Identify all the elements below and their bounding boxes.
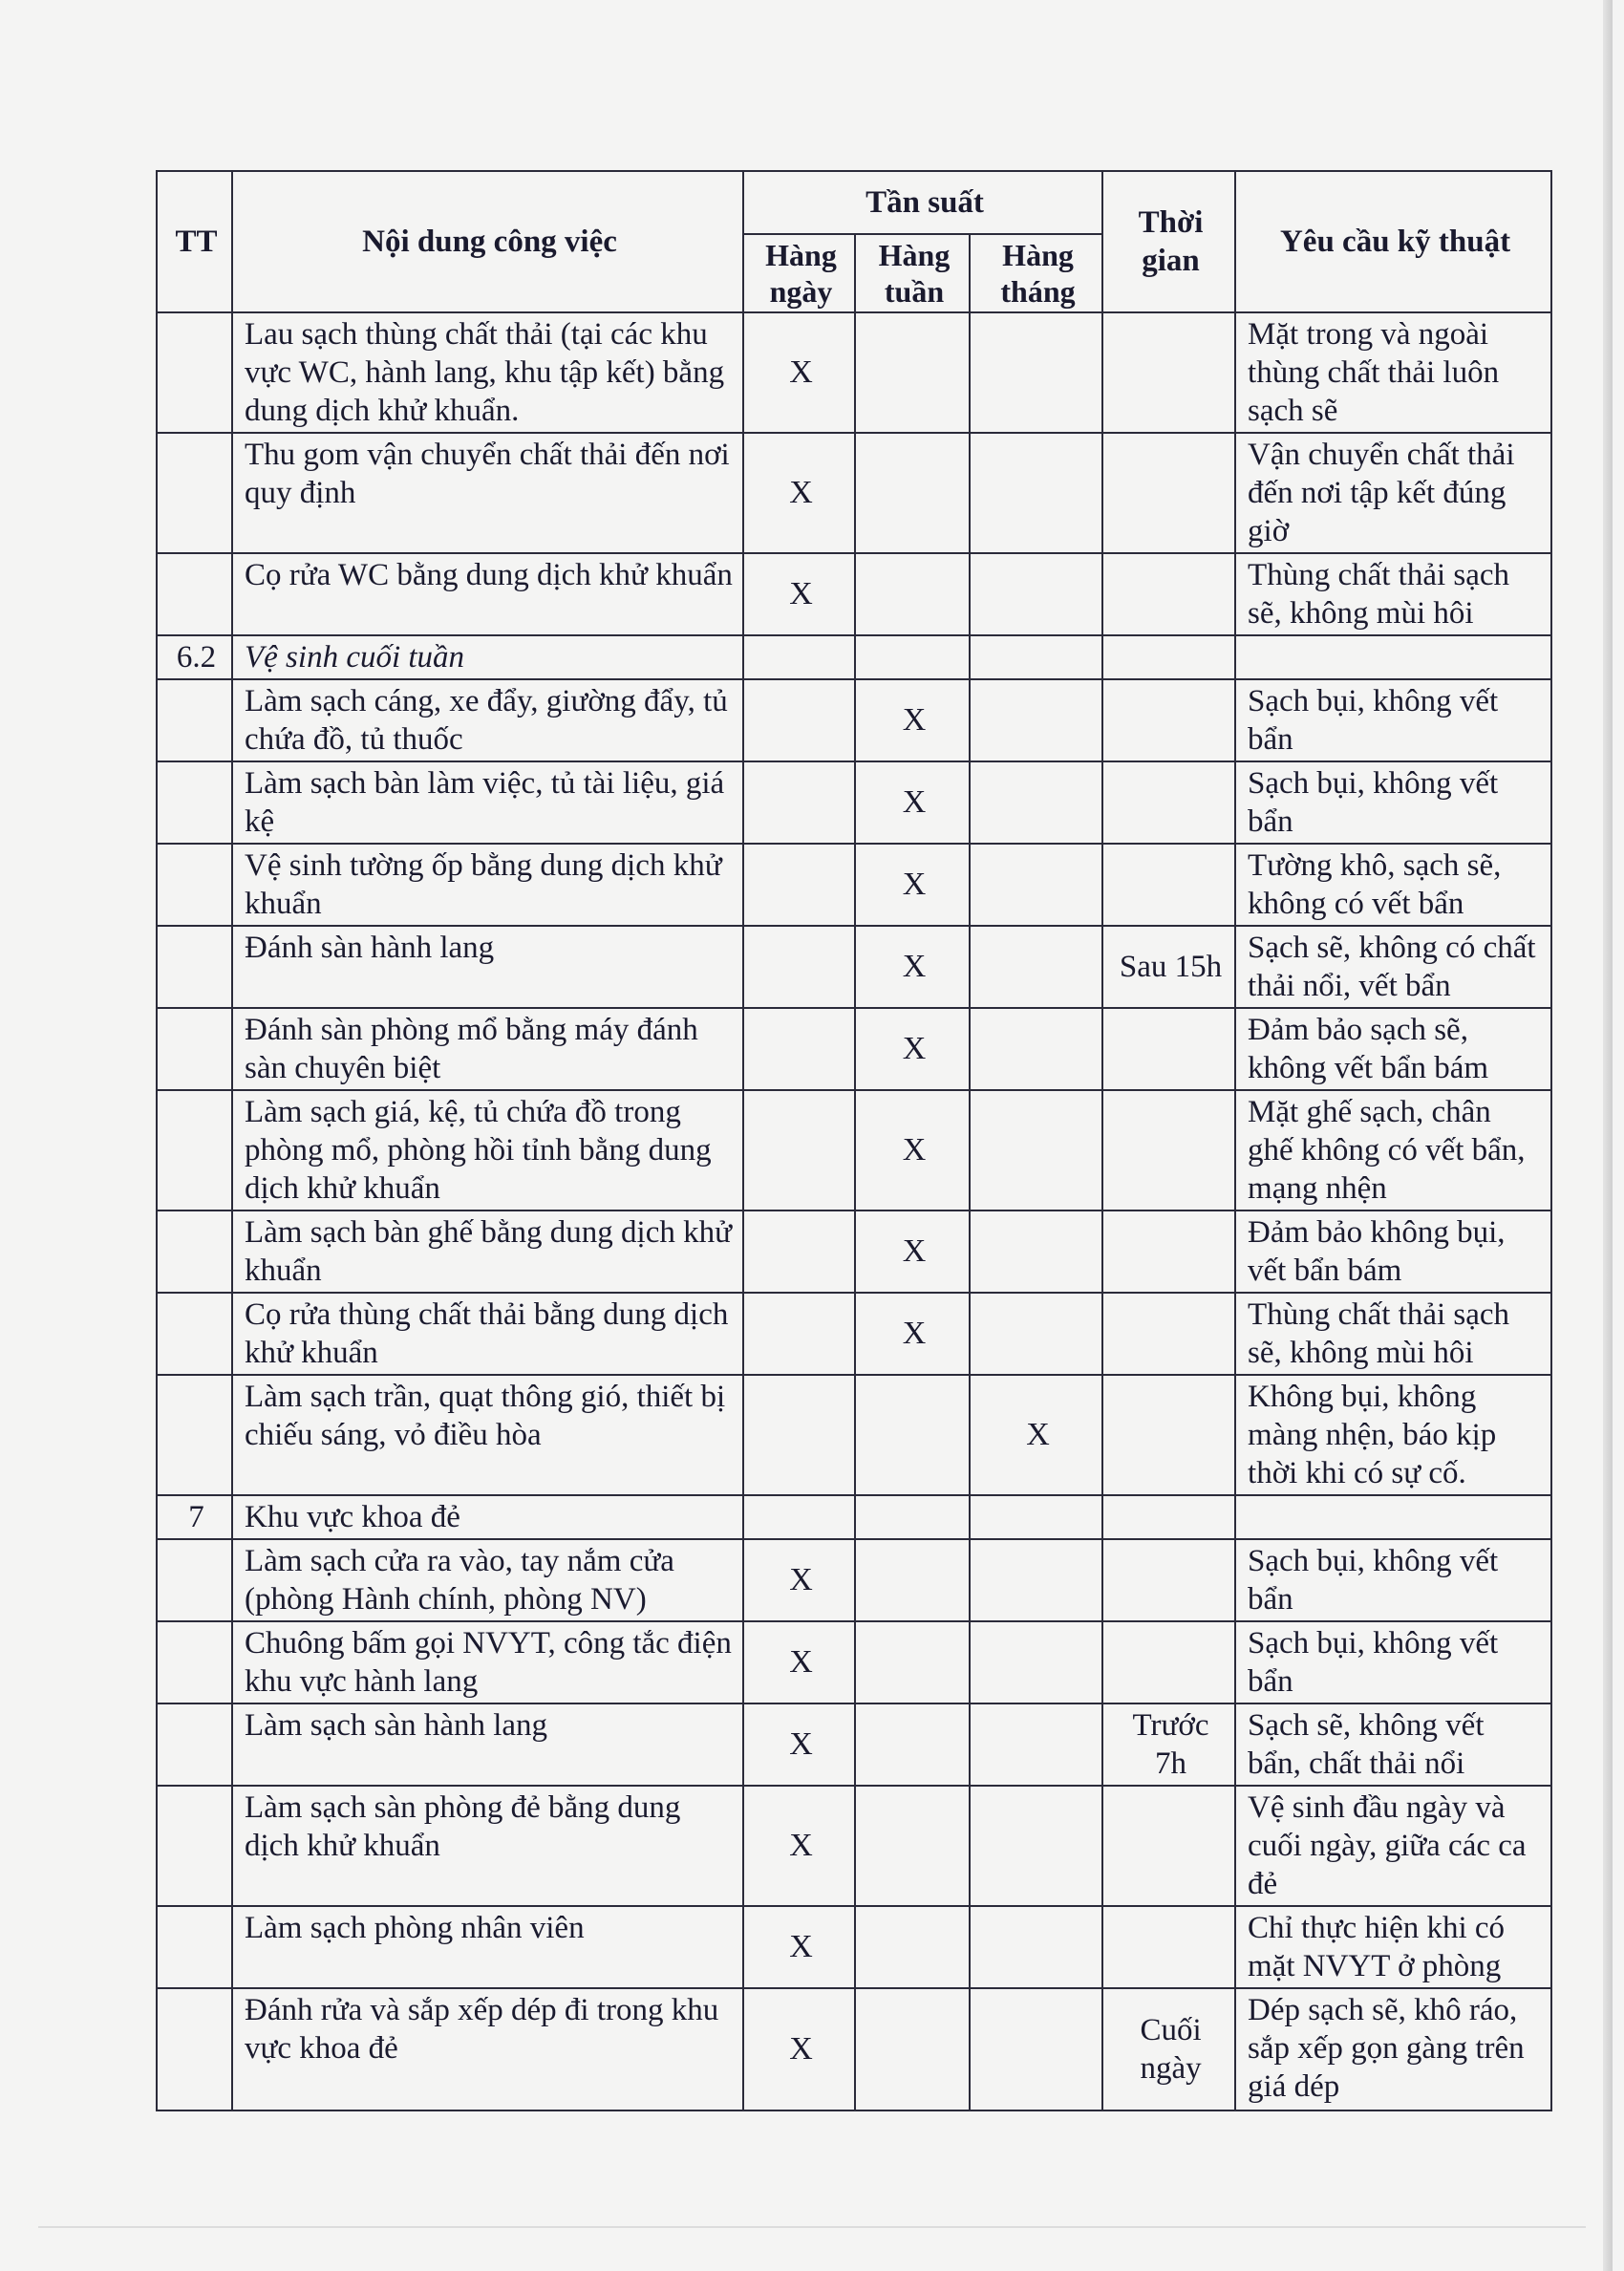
- row-task: Khu vực khoa đẻ: [232, 1495, 743, 1539]
- row-monthly-mark: [970, 1988, 1102, 2110]
- row-monthly-mark: [970, 1906, 1102, 1988]
- row-monthly-mark: [970, 1210, 1102, 1293]
- row-time: [1102, 1621, 1235, 1703]
- row-monthly-mark: [970, 1703, 1102, 1786]
- row-number: [157, 1621, 232, 1703]
- row-daily-mark: [743, 844, 855, 926]
- row-weekly-mark: [855, 433, 970, 553]
- row-weekly-mark: [855, 1621, 970, 1703]
- row-daily-mark: X: [743, 553, 855, 635]
- row-weekly-mark: X: [855, 1090, 970, 1210]
- row-time: [1102, 1008, 1235, 1090]
- row-number: [157, 1988, 232, 2110]
- row-number: [157, 1786, 232, 1906]
- row-daily-mark: X: [743, 1988, 855, 2110]
- row-daily-mark: X: [743, 1703, 855, 1786]
- row-number: [157, 553, 232, 635]
- row-task: Cọ rửa thùng chất thải bằng dung dịch khử khuẩn: [232, 1293, 743, 1375]
- table-row: [157, 679, 1551, 761]
- table-row: [157, 1988, 1551, 2110]
- row-monthly-mark: [970, 312, 1102, 433]
- table-row: [157, 1293, 1551, 1375]
- row-requirement: Đảm bảo sạch sẽ, không vết bẩn bám: [1235, 1008, 1551, 1090]
- row-weekly-mark: [855, 1786, 970, 1906]
- table-row: [157, 1539, 1551, 1621]
- row-number: 6.2: [157, 635, 232, 679]
- row-requirement: Vệ sinh đầu ngày và cuối ngày, giữa các ca đẻ: [1235, 1786, 1551, 1906]
- row-task: Làm sạch bàn làm việc, tủ tài liệu, giá kệ: [232, 761, 743, 844]
- row-time: [1102, 844, 1235, 926]
- row-weekly-mark: X: [855, 1293, 970, 1375]
- row-time: [1102, 635, 1235, 679]
- row-daily-mark: [743, 1008, 855, 1090]
- row-time: [1102, 1906, 1235, 1988]
- table-row: [157, 1375, 1551, 1495]
- row-time: [1102, 1375, 1235, 1495]
- row-time: [1102, 1090, 1235, 1210]
- row-number: [157, 1090, 232, 1210]
- table-row: [157, 553, 1551, 635]
- row-weekly-mark: [855, 1703, 970, 1786]
- document-page: [156, 170, 1550, 2111]
- row-task: Chuông bấm gọi NVYT, công tắc điện khu vực hành lang: [232, 1621, 743, 1703]
- table-row: [157, 1495, 1551, 1539]
- row-monthly-mark: [970, 844, 1102, 926]
- row-monthly-mark: [970, 635, 1102, 679]
- row-weekly-mark: [855, 1539, 970, 1621]
- row-time: [1102, 1786, 1235, 1906]
- row-daily-mark: X: [743, 1539, 855, 1621]
- row-requirement: Thùng chất thải sạch sẽ, không mùi hôi: [1235, 1293, 1551, 1375]
- table-row: [157, 1090, 1551, 1210]
- header-time: Thời gian: [1102, 171, 1235, 312]
- row-weekly-mark: X: [855, 1210, 970, 1293]
- row-number: [157, 926, 232, 1008]
- table-row: [157, 635, 1551, 679]
- row-weekly-mark: [855, 1495, 970, 1539]
- row-monthly-mark: [970, 1786, 1102, 1906]
- row-task: Làm sạch sàn phòng đẻ bằng dung dịch khử khuẩn: [232, 1786, 743, 1906]
- row-number: [157, 1703, 232, 1786]
- table-row: [157, 761, 1551, 844]
- scan-bottom-line: [38, 2226, 1586, 2228]
- row-number: [157, 1906, 232, 1988]
- row-time: Trước 7h: [1102, 1703, 1235, 1786]
- header-monthly: Hàng tháng: [970, 234, 1102, 312]
- row-number: 7: [157, 1495, 232, 1539]
- row-weekly-mark: X: [855, 844, 970, 926]
- row-number: [157, 1375, 232, 1495]
- row-monthly-mark: [970, 1293, 1102, 1375]
- row-task: Thu gom vận chuyển chất thải đến nơi quy định: [232, 433, 743, 553]
- row-number: [157, 1008, 232, 1090]
- row-time: [1102, 1539, 1235, 1621]
- row-monthly-mark: [970, 926, 1102, 1008]
- row-daily-mark: X: [743, 1906, 855, 1988]
- row-requirement: Không bụi, không màng nhện, báo kịp thời khi có sự cố.: [1235, 1375, 1551, 1495]
- table-row: [157, 844, 1551, 926]
- row-requirement: Tường khô, sạch sẽ, không có vết bẩn: [1235, 844, 1551, 926]
- row-daily-mark: [743, 635, 855, 679]
- header-daily: Hàng ngày: [743, 234, 855, 312]
- row-time: [1102, 1210, 1235, 1293]
- row-task: Cọ rửa WC bằng dung dịch khử khuẩn: [232, 553, 743, 635]
- row-monthly-mark: [970, 1621, 1102, 1703]
- header-row-top: [157, 171, 1551, 234]
- row-requirement: Sạch sẽ, không có chất thải nổi, vết bẩn: [1235, 926, 1551, 1008]
- row-time: [1102, 1495, 1235, 1539]
- row-requirement: Sạch bụi, không vết bẩn: [1235, 761, 1551, 844]
- row-time: Sau 15h: [1102, 926, 1235, 1008]
- row-requirement: Mặt trong và ngoài thùng chất thải luôn sạch sẽ: [1235, 312, 1551, 433]
- row-daily-mark: X: [743, 1786, 855, 1906]
- row-time: [1102, 433, 1235, 553]
- row-daily-mark: [743, 1293, 855, 1375]
- row-requirement: Dép sạch sẽ, khô ráo, sắp xếp gọn gàng trên giá dép: [1235, 1988, 1551, 2110]
- row-monthly-mark: [970, 553, 1102, 635]
- row-daily-mark: [743, 1495, 855, 1539]
- row-task: Làm sạch cửa ra vào, tay nắm cửa (phòng Hành chính, phòng NV): [232, 1539, 743, 1621]
- header-requirement: Yêu cầu kỹ thuật: [1235, 171, 1551, 312]
- table-row: [157, 1786, 1551, 1906]
- row-requirement: Sạch bụi, không vết bẩn: [1235, 1621, 1551, 1703]
- row-monthly-mark: [970, 1090, 1102, 1210]
- row-task: Đánh sàn phòng mổ bằng máy đánh sàn chuyên biệt: [232, 1008, 743, 1090]
- row-number: [157, 1293, 232, 1375]
- row-monthly-mark: [970, 1539, 1102, 1621]
- header-weekly: Hàng tuần: [855, 234, 970, 312]
- row-requirement: Sạch sẽ, không vết bẩn, chất thải nổi: [1235, 1703, 1551, 1786]
- row-time: [1102, 679, 1235, 761]
- row-task: Làm sạch phòng nhân viên: [232, 1906, 743, 1988]
- row-monthly-mark: [970, 1495, 1102, 1539]
- table-body: [157, 312, 1551, 2110]
- row-requirement: Sạch bụi, không vết bẩn: [1235, 1539, 1551, 1621]
- table-row: [157, 1703, 1551, 1786]
- row-daily-mark: [743, 679, 855, 761]
- row-requirement: Vận chuyển chất thải đến nơi tập kết đúng giờ: [1235, 433, 1551, 553]
- row-task: Lau sạch thùng chất thải (tại các khu vực WC, hành lang, khu tập kết) bằng dung dịch khử khuẩn.: [232, 312, 743, 433]
- table-row: [157, 1210, 1551, 1293]
- row-task: Làm sạch trần, quạt thông gió, thiết bị chiếu sáng, vỏ điều hòa: [232, 1375, 743, 1495]
- row-requirement: Chỉ thực hiện khi có mặt NVYT ở phòng: [1235, 1906, 1551, 1988]
- table-row: [157, 1906, 1551, 1988]
- row-task: Làm sạch giá, kệ, tủ chứa đồ trong phòng mổ, phòng hồi tỉnh bằng dung dịch khử khuẩn: [232, 1090, 743, 1210]
- row-time: [1102, 761, 1235, 844]
- row-requirement: Sạch bụi, không vết bẩn: [1235, 679, 1551, 761]
- row-weekly-mark: X: [855, 926, 970, 1008]
- row-weekly-mark: [855, 553, 970, 635]
- table-row: [157, 926, 1551, 1008]
- row-daily-mark: [743, 1375, 855, 1495]
- row-daily-mark: X: [743, 1621, 855, 1703]
- row-monthly-mark: [970, 679, 1102, 761]
- row-number: [157, 433, 232, 553]
- row-daily-mark: X: [743, 312, 855, 433]
- row-daily-mark: [743, 926, 855, 1008]
- row-number: [157, 1539, 232, 1621]
- row-weekly-mark: [855, 635, 970, 679]
- row-task: Đánh sàn hành lang: [232, 926, 743, 1008]
- row-daily-mark: X: [743, 433, 855, 553]
- row-time: [1102, 553, 1235, 635]
- table-row: [157, 1008, 1551, 1090]
- row-task: Làm sạch cáng, xe đẩy, giường đẩy, tủ chứa đồ, tủ thuốc: [232, 679, 743, 761]
- row-requirement: [1235, 635, 1551, 679]
- row-number: [157, 1210, 232, 1293]
- header-content: Nội dung công việc: [232, 171, 743, 312]
- row-monthly-mark: [970, 433, 1102, 553]
- table-row: [157, 312, 1551, 433]
- table-row: [157, 1621, 1551, 1703]
- row-monthly-mark: X: [970, 1375, 1102, 1495]
- row-number: [157, 844, 232, 926]
- row-weekly-mark: [855, 312, 970, 433]
- table-row: [157, 433, 1551, 553]
- header-frequency: Tần suất: [743, 171, 1102, 234]
- row-weekly-mark: X: [855, 761, 970, 844]
- row-time: [1102, 312, 1235, 433]
- row-weekly-mark: [855, 1906, 970, 1988]
- row-monthly-mark: [970, 1008, 1102, 1090]
- row-time: Cuối ngày: [1102, 1988, 1235, 2110]
- row-requirement: [1235, 1495, 1551, 1539]
- row-daily-mark: [743, 761, 855, 844]
- row-weekly-mark: X: [855, 1008, 970, 1090]
- row-daily-mark: [743, 1090, 855, 1210]
- row-requirement: Đảm bảo không bụi, vết bẩn bám: [1235, 1210, 1551, 1293]
- row-task: Đánh rửa và sắp xếp dép đi trong khu vực khoa đẻ: [232, 1988, 743, 2110]
- row-task: Vệ sinh tường ốp bằng dung dịch khử khuẩn: [232, 844, 743, 926]
- row-time: [1102, 1293, 1235, 1375]
- row-task: Vệ sinh cuối tuần: [232, 635, 743, 679]
- row-daily-mark: [743, 1210, 855, 1293]
- row-requirement: Thùng chất thải sạch sẽ, không mùi hôi: [1235, 553, 1551, 635]
- row-weekly-mark: [855, 1375, 970, 1495]
- row-monthly-mark: [970, 761, 1102, 844]
- row-number: [157, 761, 232, 844]
- cleaning-schedule-table: [156, 170, 1552, 2111]
- row-task: Làm sạch bàn ghế bằng dung dịch khử khuẩn: [232, 1210, 743, 1293]
- header-tt: TT: [157, 171, 232, 312]
- scan-edge: [1603, 0, 1613, 2271]
- row-weekly-mark: [855, 1988, 970, 2110]
- row-number: [157, 312, 232, 433]
- row-requirement: Mặt ghế sạch, chân ghế không có vết bẩn, mạng nhện: [1235, 1090, 1551, 1210]
- row-task: Làm sạch sàn hành lang: [232, 1703, 743, 1786]
- row-number: [157, 679, 232, 761]
- row-weekly-mark: X: [855, 679, 970, 761]
